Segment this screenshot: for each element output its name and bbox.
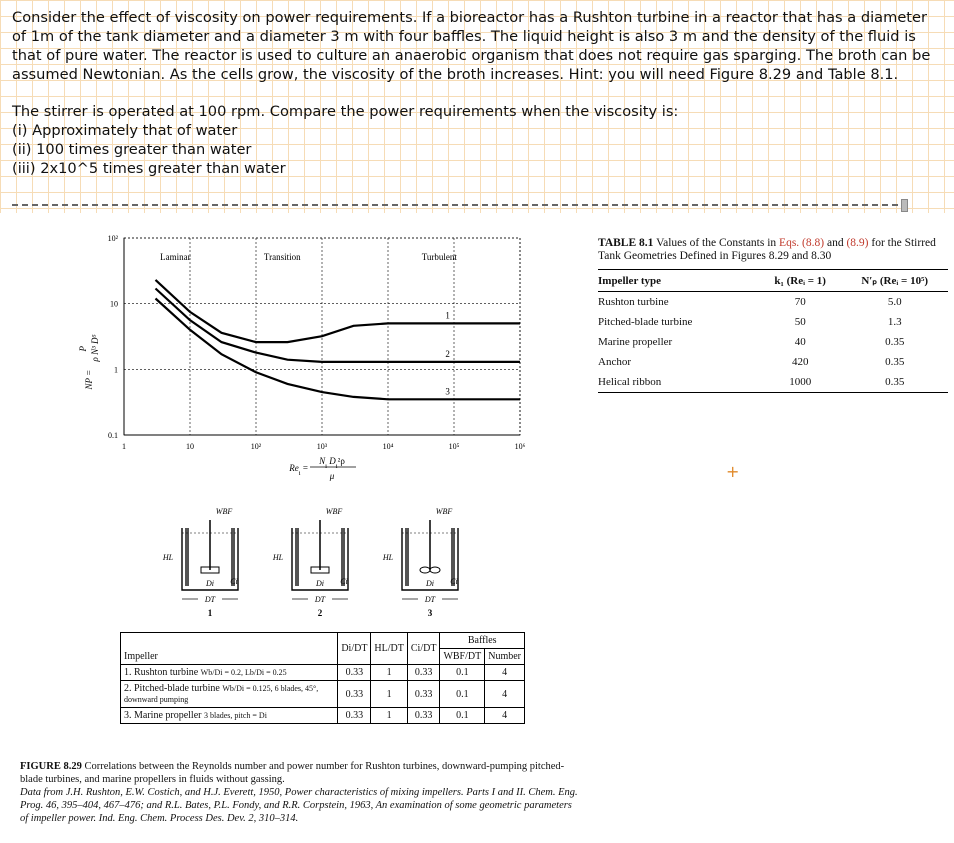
row-k1: 70 [794,296,806,308]
x-tick-label: 10⁴ [382,442,394,451]
geom-row-impeller [121,708,338,724]
curve-1 [156,280,521,342]
row-np: 0.35 [841,372,948,393]
geom-row-note: Wb/Di = 0.2, Lb/Di = 0.25 [200,668,287,677]
row-np: 0.35 [885,336,905,348]
table-row [598,292,948,313]
curve-label-2: 2 [445,348,450,359]
geom-row [121,681,525,708]
label-ci: Ci [230,577,238,586]
baffle-left [405,528,409,586]
row-np: 1.3 [887,316,902,328]
row-impeller-type: Marine propeller [598,336,673,348]
region-label-laminar: Laminar [160,252,191,262]
sketch-number: 1 [207,608,213,618]
geom-row-hl: 1 [371,681,407,708]
row-k1: 40 [794,336,806,348]
constants-table [598,269,948,393]
figure-label: FIGURE 8.29 [20,761,82,772]
geom-row-hl: 1 [371,665,407,681]
geom-row-impeller [121,681,338,708]
table-row [598,312,948,332]
table-caption [598,237,948,263]
problem-intro: Consider the effect of viscosity on power requirements. If a bioreactor has a Rushton turbine in a reactor that has a diameter of 1m of the tank diameter and a diameter 3 m with four baffles. The liquid height is also 3 m and the density of the fluid is that of pure water. The reactor is used to culture an anaerobic organism that does not require gas sparging. The broth can be assumed Newtonian. As the cells grow, the viscosity of the broth increases. Hint: you will need Figure 8.29 and Table 8.1. [12,9,931,83]
curve-label-3: 3 [445,386,450,397]
problem-item-2: (ii) 100 times greater than water [12,141,252,158]
label-di: Di [316,579,324,588]
problem-question: The stirrer is operated at 100 rpm. Compare the power requirements when the viscosity is: [12,103,679,120]
figure-credit: Data from J.H. Rushton, E.W. Costich, and H.J. Everett, 1950, Power characteristics of mixing impellers. Parts I and II. Chem. Eng. Prog. 46, 395–404, 467–476; and R.L. Bates, P.L. Fondy, and R.R. Corpstein, 1963, An examination of some geometric parameters of impeller power. Ind. Eng. Chem. Process Des. Dev. 2, 310–314. [20,787,578,824]
y-axis-label-lhs: NP = [84,369,94,390]
x-tick-label: 10² [250,442,262,451]
table-ref-eq-8-8[interactable]: Eqs. (8.8) [779,237,825,249]
geom-row-wbf: 0.1 [440,681,485,708]
geom-row-name: 3. Marine propeller [124,710,202,721]
problem-item-1: (i) Approximately that of water [12,122,238,139]
label-ci: Ci [340,577,348,586]
row-np: 0.35 [885,356,905,368]
y-tick-label: 1 [114,365,118,375]
geom-row-wbf: 0.1 [440,665,485,681]
row-k1: 420 [791,356,809,368]
y-axis-label-numerator: P [78,346,88,352]
table-caption-b: for the Stirred Tank Geometries Defined in Figures 8.29 and 8.30 [598,237,936,262]
geom-header-wbf: WBF/DT [440,649,485,665]
label-di: Di [426,579,434,588]
figure-caption-text: Correlations between the Reynolds number and power number for Rushton turbines, downward-pumping pitched-blade turbines, and marine propellers in fluids without gassing. [20,761,565,785]
geom-header-number: Number [485,649,525,665]
geom-row [121,708,525,724]
geom-row-name: 1. Rushton turbine [124,667,199,678]
label-dt: DT [204,595,216,604]
geom-row-num: 4 [485,708,525,724]
x-tick-label: 10³ [316,442,328,451]
sketch-number: 3 [427,608,433,618]
baffle-left [185,528,189,586]
geom-row-di: 0.33 [338,665,371,681]
label-wbf: WBF [325,507,343,516]
x-axis-label-prefix: $Re_i$ = [289,463,308,477]
table-8-1 [598,237,948,393]
row-impeller-type: Pitched-blade turbine [598,316,693,328]
resize-handle[interactable] [901,199,908,212]
table-caption-and: and [824,237,847,249]
x-axis-label-numerator: $N_i$ $D_i^2\rho$ [319,456,345,470]
region-label-transition: Transition [263,252,301,262]
label-hl: HL [272,553,284,562]
geom-row-note: 3 blades, pitch = Di [203,711,267,720]
propeller-blade [420,567,430,573]
row-k1: 1000 [759,372,841,393]
impeller-sketches [0,498,600,638]
label-hl: HL [382,553,394,562]
geom-header-ci: Ci/DT [407,633,440,665]
region-label-turbulent: Turbulent [421,252,457,262]
table-label: TABLE 8.1 [598,237,654,249]
geom-row-ci: 0.33 [407,665,440,681]
label-di: Di [206,579,214,588]
crosshair-marker: + [726,462,740,481]
row-k1: 50 [794,316,806,328]
geometry-table-block [120,632,525,752]
y-axis-label [78,334,100,390]
label-dt: DT [314,595,326,604]
table-ref-eq-8-9[interactable]: (8.9) [846,237,869,249]
row-impeller-type: Helical ribbon [598,372,759,393]
row-impeller-type: Anchor [598,356,631,368]
x-tick-label: 1 [122,442,126,451]
y-tick-label: 10 [110,299,118,309]
x-tick-label: 10 [186,442,194,451]
power-number-chart [0,213,600,503]
y-tick-label: 10² [107,234,118,243]
header-np: N′ₚ (Reᵢ = 10⁵) [841,270,948,292]
geom-row-name: 2. Pitched-blade turbine [124,683,220,694]
problem-item-3: (iii) 2x10^5 times greater than water [12,160,286,177]
dashed-divider [12,204,908,206]
geom-row-di: 0.33 [338,708,371,724]
y-tick-label: 0.1 [108,431,118,440]
curve-3 [156,299,521,400]
x-tick-label: 10⁵ [448,442,460,451]
geom-row-note: Wb/Di = 0.125, 6 blades, 45°, downward pumping [124,684,319,704]
geom-header-hl: HL/DT [371,633,407,665]
geom-row-num: 4 [485,681,525,708]
header-impeller-type: Impeller type [598,270,759,292]
geom-row-impeller [121,665,338,681]
sketch-number: 2 [317,608,323,618]
geometry-table [120,632,525,724]
header-k1: k₁ (Reᵢ = 1) [759,270,841,292]
x-tick-label: 10⁶ [514,442,526,451]
table-caption-a: Values of the Constants in [656,237,780,249]
figure-caption [20,760,580,825]
geom-row-di: 0.33 [338,681,371,708]
baffle-left [295,528,299,586]
curve-label-1: 1 [445,310,450,321]
row-impeller-type: Rushton turbine [598,296,669,308]
problem-statement [12,8,942,178]
label-wbf: WBF [215,507,233,516]
geom-header-di: Di/DT [338,633,371,665]
geom-row-wbf: 0.1 [440,708,485,724]
y-axis-label-denominator: ρ N³ D⁵ [90,334,100,362]
geom-header-impeller: Impeller [121,633,338,665]
geom-row-ci: 0.33 [407,708,440,724]
geom-row-hl: 1 [371,708,407,724]
table-row [598,352,948,372]
x-axis-label-denominator: μ [329,471,335,481]
table-row [598,372,948,393]
geom-row-num: 4 [485,665,525,681]
label-ci: Ci [450,577,458,586]
label-wbf: WBF [435,507,453,516]
geom-row-ci: 0.33 [407,681,440,708]
geom-row [121,665,525,681]
propeller-blade [430,567,440,573]
table-row [598,332,948,352]
label-hl: HL [162,553,174,562]
geom-header-baffles: Baffles [440,633,525,649]
label-dt: DT [424,595,436,604]
row-np: 5.0 [887,296,902,308]
